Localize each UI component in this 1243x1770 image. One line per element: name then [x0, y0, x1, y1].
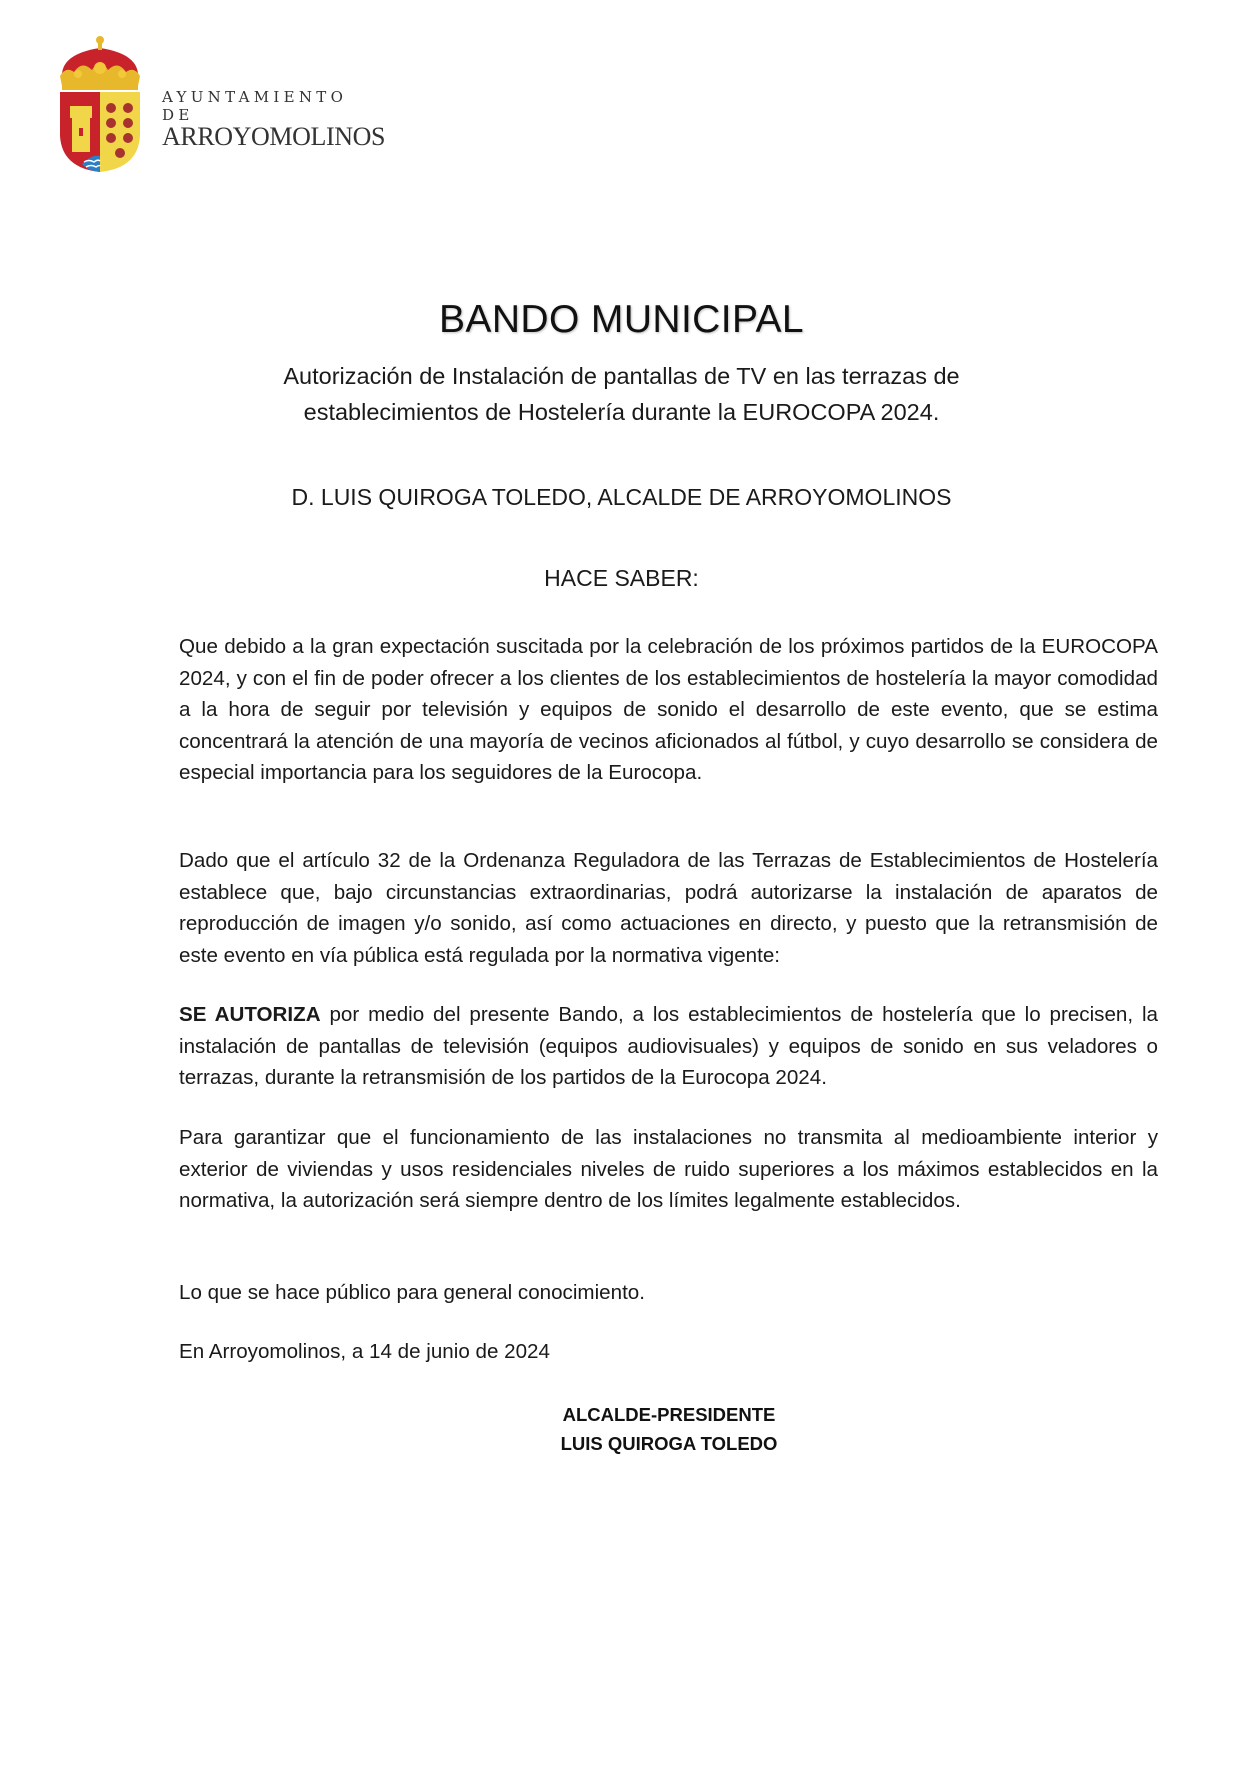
subtitle-line-1: Autorización de Instalación de pantallas de TV en las terrazas de [283, 363, 960, 389]
document-title: BANDO MUNICIPAL [439, 298, 804, 341]
signature-name: LUIS QUIROGA TOLEDO [560, 1433, 778, 1454]
paragraph-noise-limits: Para garantizar que el funcionamiento de las instalaciones no transmita al medioambiente interior y exterior de viviendas y usos residenciales niveles de ruido superiores a los máximos establecidos en la normativa, la autorización será siempre dentro de los límites legalmente establecidos. [179, 1126, 1158, 1212]
date-place-line: En Arroyomolinos, a 14 de junio de 2024 [179, 1340, 550, 1363]
authorization-text: por medio del presente Bando, a los establecimientos de hostelería que lo precisen, la instalación de pantallas de televisión (equipos audiovisuales) y equipos de sonido en sus veladores o terrazas, durante la retransmisión de los partidos de la Eurocopa 2024. [179, 1003, 1158, 1089]
paragraph-context: Que debido a la gran expectación suscitada por la celebración de los próximos partidos de la EUROCOPA 2024, y con el fin de poder ofrecer a los clientes de los establecimientos de hostelería la mayor comodidad a la hora de seguir por televisión y equipos de sonido el desarrollo de este evento, que se estima concentrará la atención de una mayoría de vecinos aficionados al fútbol, y cuyo desarrollo se considera de especial importancia para los seguidores de la Eurocopa. [179, 635, 1158, 784]
signature-role: ALCALDE-PRESIDENTE [562, 1404, 776, 1425]
subtitle-line-2: establecimientos de Hostelería durante la EUROCOPA 2024. [303, 399, 940, 425]
paragraph-legal-basis: Dado que el artículo 32 de la Ordenanza Reguladora de las Terrazas de Establecimientos de Hostelería establece que, bajo circunstancias extraordinarias, podrá autorizarse la instalación de aparatos de reproducción de imagen y/o sonido, así como actuaciones en directo, y puesto que la retransmisión de este evento en vía pública está regulada por la normativa vigente: [179, 849, 1158, 967]
authorization-keyword: SE AUTORIZA [179, 1003, 321, 1026]
announcement-heading: HACE SABER: [544, 565, 699, 591]
logo-line-town-name: ARROYOMOLINOS [162, 122, 386, 151]
municipal-logo [52, 26, 386, 181]
paragraph-public-notice: Lo que se hace público para general conocimiento. [179, 1281, 645, 1304]
document-subtitle [0, 358, 1243, 430]
signature-block [0, 1400, 1243, 1458]
logo-text [162, 88, 385, 152]
coat-of-arms-icon [52, 26, 148, 176]
logo-line-ayuntamiento: AYUNTAMIENTO DE [162, 88, 348, 124]
paragraph-authorization [179, 999, 1158, 1094]
issuer-line: D. LUIS QUIROGA TOLEDO, ALCALDE DE ARROYOMOLINOS [291, 484, 952, 510]
